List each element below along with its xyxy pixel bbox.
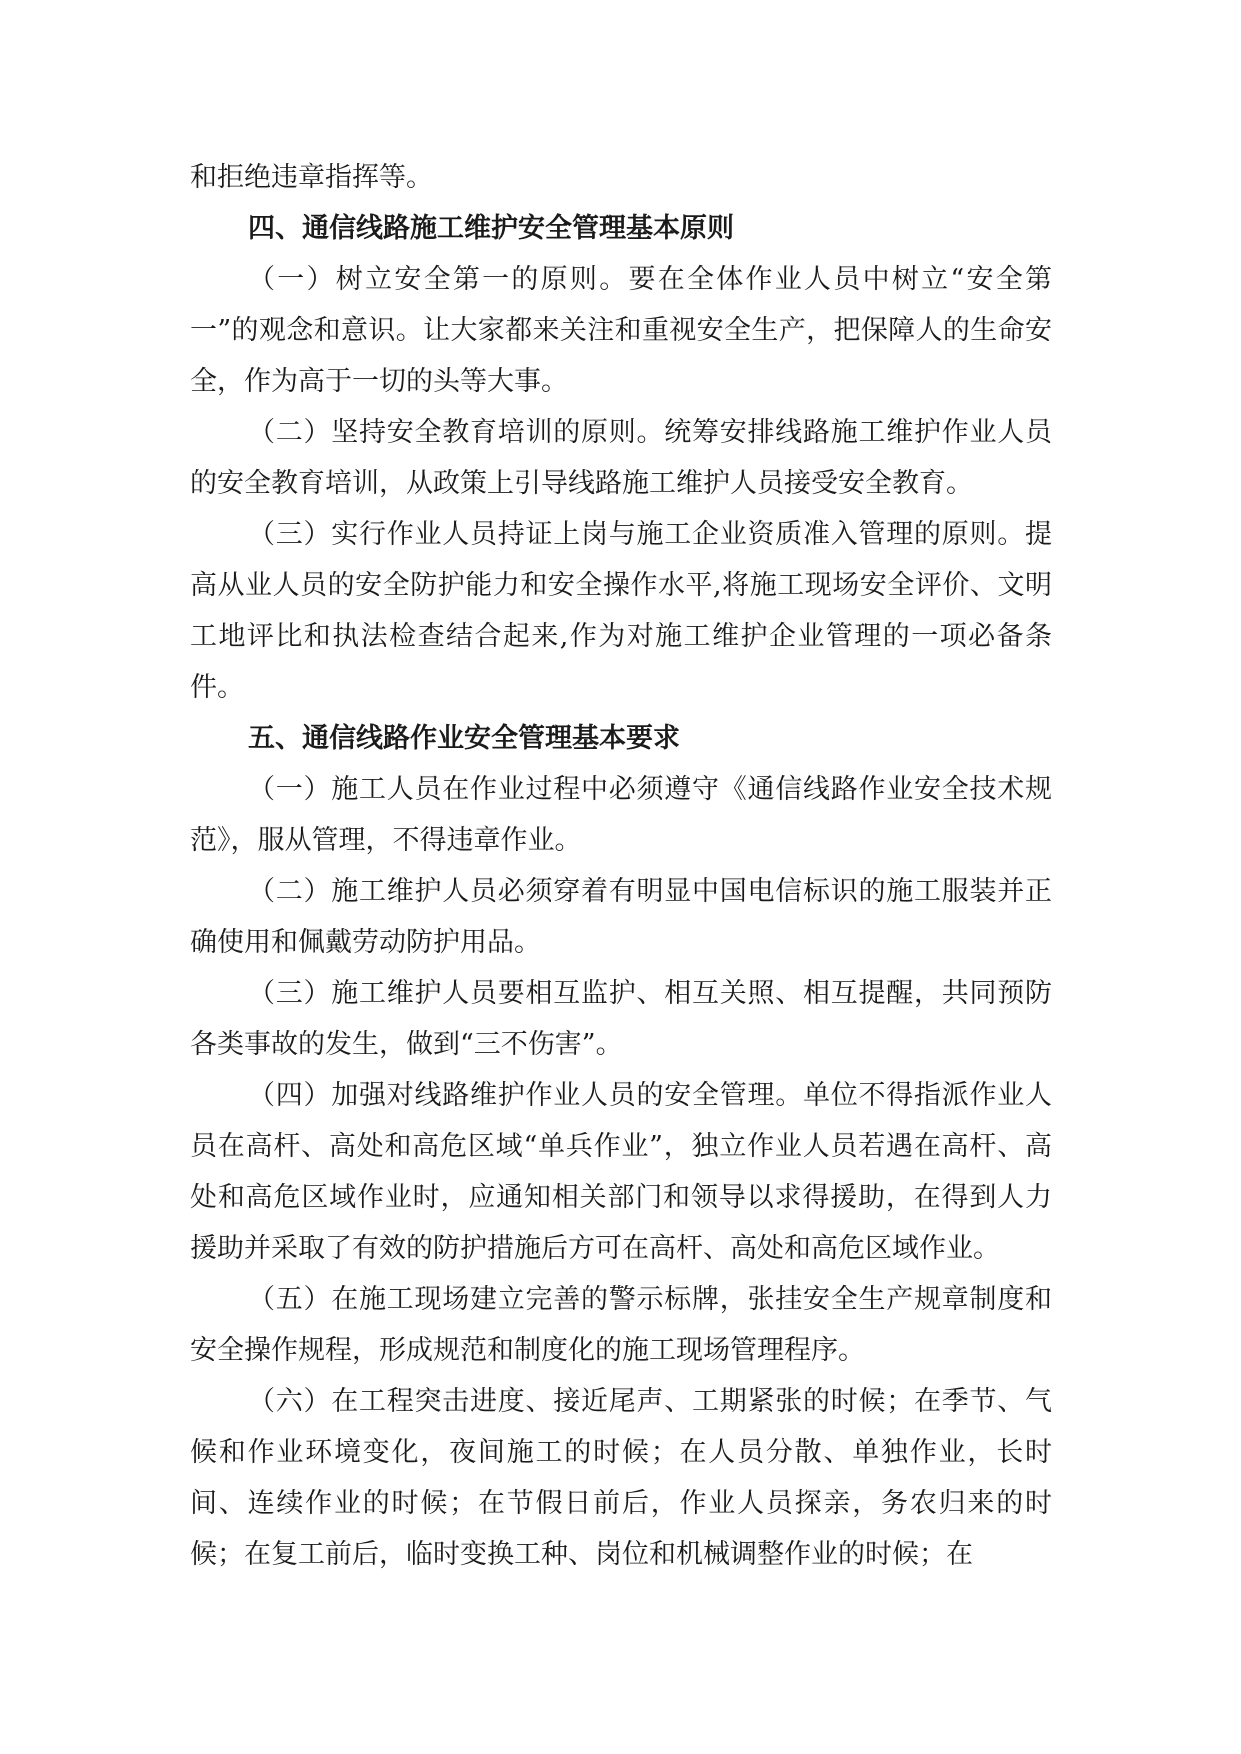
paragraph-4-1: （一）树立安全第一的原则。要在全体作业人员中树立“安全第一”的观念和意识。让大家都来关注和重视安全生产，把保障人的生命安全，作为高于一切的头等大事。 <box>190 264 1052 397</box>
paragraph-5-6: （六）在工程突击进度、接近尾声、工期紧张的时候；在季节、气候和作业环境变化，夜间施工的时候；在人员分散、单独作业，长时间、连续作业的时候；在节假日前后，作业人员探亲，务农归来的时候；在复工前后，临时变换工种、岗位和机械调整作业的时候；在 <box>190 1386 1052 1570</box>
paragraph-continuation: 和拒绝违章指挥等。 <box>190 162 433 193</box>
paragraph-5-5: （五）在施工现场建立完善的警示标牌，张挂安全生产规章制度和安全操作规程，形成规范和制度化的施工现场管理程序。 <box>190 1284 1052 1366</box>
paragraph-5-3: （三）施工维护人员要相互监护、相互关照、相互提醒，共同预防各类事故的发生，做到“三不伤害”。 <box>190 978 1052 1060</box>
paragraph-4-3: （三）实行作业人员持证上岗与施工企业资质准入管理的原则。提高从业人员的安全防护能力和安全操作水平,将施工现场安全评价、文明工地评比和执法检查结合起来,作为对施工维护企业管理的一项必备条件。 <box>190 519 1052 703</box>
section-heading-5: 五、通信线路作业安全管理基本要求 <box>248 723 680 754</box>
paragraph-5-1: （一）施工人员在作业过程中必须遵守《通信线路作业安全技术规范》，服从管理，不得违章作业。 <box>190 774 1052 856</box>
paragraph-5-2: （二）施工维护人员必须穿着有明显中国电信标识的施工服装并正确使用和佩戴劳动防护用品。 <box>190 876 1052 958</box>
document-page <box>190 152 1052 1580</box>
paragraph-5-4: （四）加强对线路维护作业人员的安全管理。单位不得指派作业人员在高杆、高处和高危区域“单兵作业”，独立作业人员若遇在高杆、高处和高危区域作业时，应通知相关部门和领导以求得援助，在得到人力援助并采取了有效的防护措施后方可在高杆、高处和高危区域作业。 <box>190 1080 1052 1264</box>
paragraph-4-2: （二）坚持安全教育培训的原则。统筹安排线路施工维护作业人员的安全教育培训，从政策上引导线路施工维护人员接受安全教育。 <box>190 417 1052 499</box>
section-heading-4: 四、通信线路施工维护安全管理基本原则 <box>248 213 734 244</box>
